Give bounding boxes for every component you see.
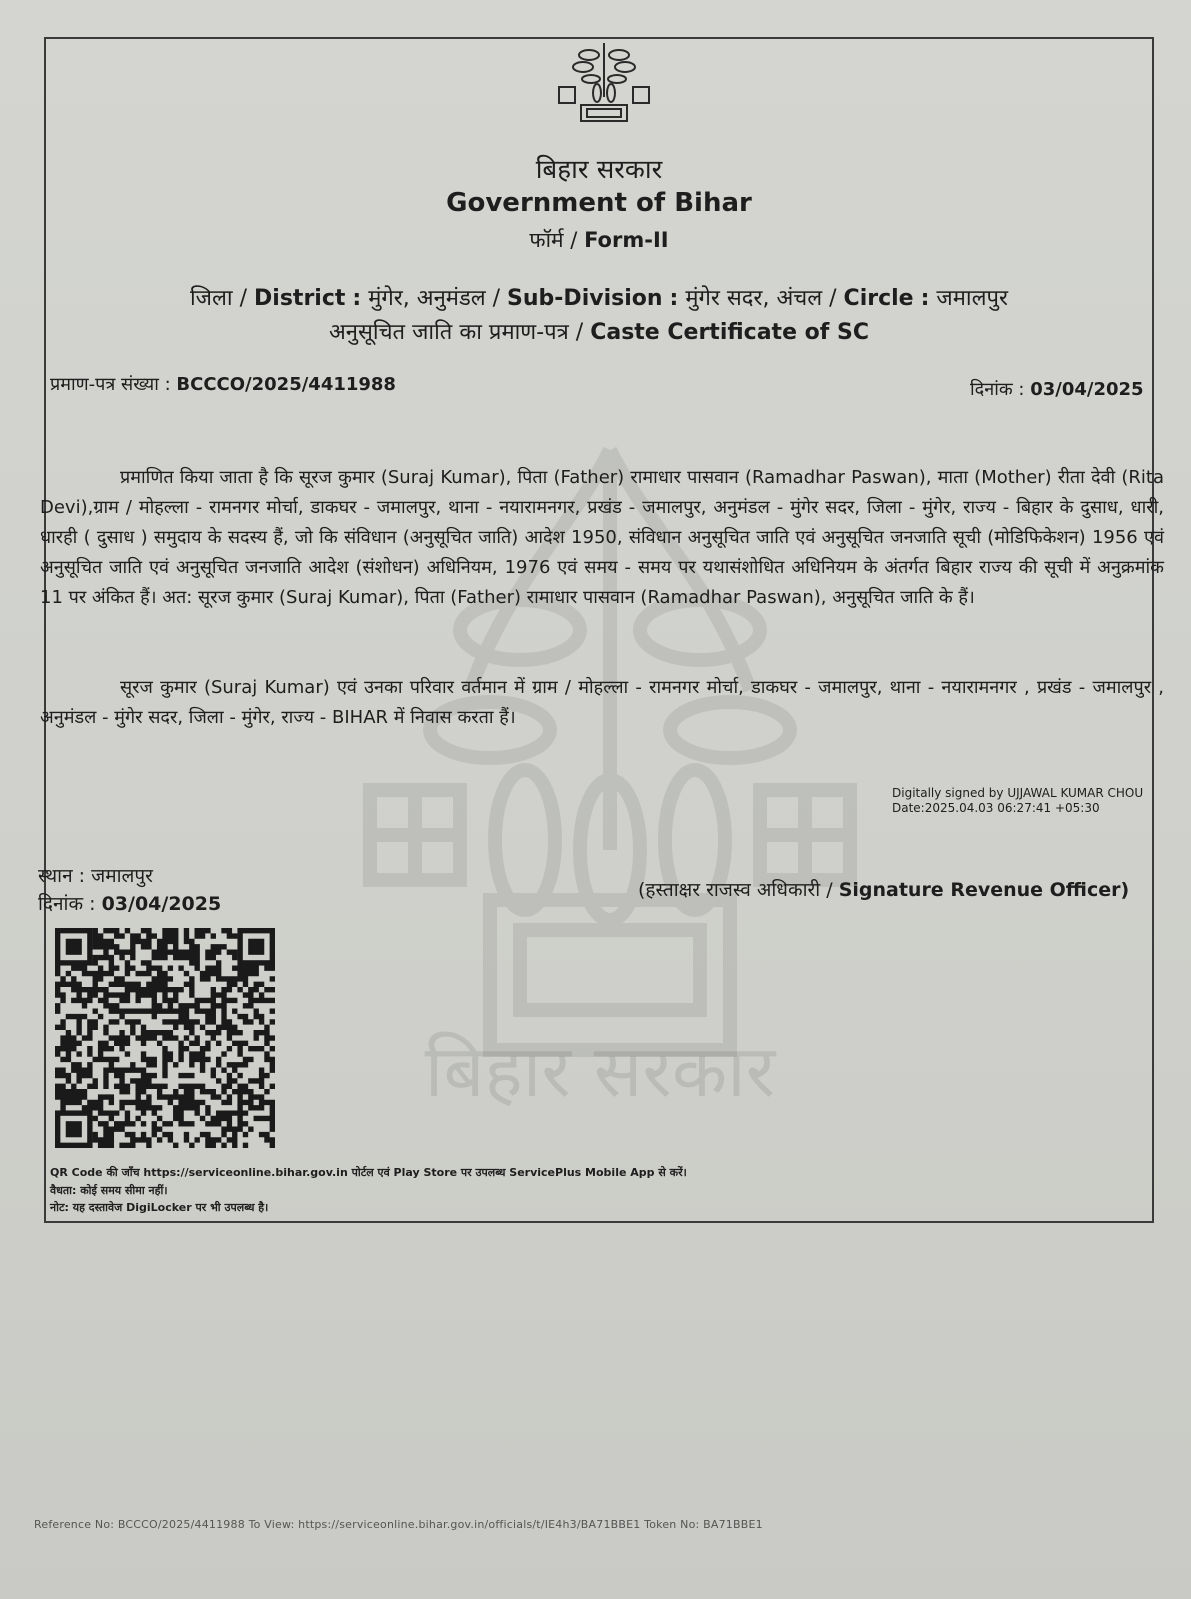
certificate-body — [40, 463, 1164, 613]
place-date — [38, 890, 221, 916]
form-english: Form-II — [584, 228, 669, 252]
district-label-hi: जिला — [189, 286, 233, 311]
circle-label-hi: अंचल — [776, 286, 823, 311]
place-value: जमालपुर — [91, 865, 153, 887]
issue-date — [970, 377, 1144, 401]
watermark-text: बिहार सरकार — [424, 1029, 776, 1113]
bihar-emblem-icon — [557, 37, 651, 125]
place-date-value: 03/04/2025 — [101, 893, 222, 915]
digital-signature-date: Date:2025.04.03 06:27:41 +05:30 — [892, 801, 1100, 815]
district-value: मुंगेर — [368, 286, 403, 311]
subdivision-label-hi: अनुमंडल — [416, 286, 486, 311]
qr-note: QR Code की जाँच https://serviceonline.bihar.gov.in पोर्टल एवं Play Store पर उपलब्ध ServicePlus Mobile App से करें। — [50, 1166, 687, 1179]
cert-no-label: प्रमाण-पत्र संख्या : — [50, 374, 171, 395]
certificate-title-hi: अनुसूचित जाति का प्रमाण-पत्र — [329, 320, 569, 345]
reference-footer: Reference No: BCCCO/2025/4411988 To View: https://serviceonline.bihar.gov.in/officials/t/IE4h3/BA71BBE1 Token No: BA71BBE1 — [34, 1518, 763, 1531]
certificate-number — [50, 372, 396, 396]
certificate-title: अनुसूचित जाति का प्रमाण-पत्र / Caste Certificate of SC — [329, 320, 869, 345]
certificate-title-en: Caste Certificate of SC — [590, 320, 869, 345]
district-label-en: District — [254, 286, 346, 311]
validity-note: वैधता: कोई समय सीमा नहीं। — [50, 1184, 168, 1197]
certificate-paragraph-1: प्रमाणित किया जाता है कि सूरज कुमार (Suraj Kumar), पिता (Father) रामाधार पासवान (Ramadhar Paswan), माता (Mother) रीता देवी (Rita Devi),ग्राम / मोहल्ला - रामनगर मोर्चा, डाकघर - जमालपुर, थाना - नयारामनगर, प्रखंड - जमालपुर, अनुमंडल - मुंगेर सदर, जिला - मुंगेर, राज्य - बिहार के दुसाध, धारी, धारही ( दुसाध ) समुदाय के सदस्य हैं, जो कि संविधान (अनुसूचित जाति) आदेश 1950, संविधान अनुसूचित जाति एवं अनुसूचित जनजाति सूची (मोडिफिकेशन) 1956 एवं अनुसूचित जाति एवं अनुसूचित जनजाति आदेश (संशोधन) अधिनियम, 1976 एवं समय - समय पर यथासंशोधित अधिनियम के अंतर्गत बिहार राज्य की सूची में अनुक्रमांक 11 पर अंकित हैं। अत: सूरज कुमार (Suraj Kumar), पिता (Father) रामाधार पासवान (Ramadhar Paswan), अनुसूचित जाति के हैं। — [40, 467, 1164, 608]
form-label: फॉर्म / Form-II — [529, 228, 669, 252]
place-label: स्थान : — [38, 865, 86, 887]
place-date-label: दिनांक : — [38, 893, 96, 915]
signature-label — [638, 876, 1129, 902]
digital-signature-name: Digitally signed by UJJAWAL KUMAR CHOU — [892, 786, 1144, 800]
signature-label-en: Signature Revenue Officer) — [838, 879, 1130, 901]
place — [38, 862, 153, 888]
certificate-paragraph-2: सूरज कुमार (Suraj Kumar) एवं उनका परिवार वर्तमान में ग्राम / मोहल्ला - रामनगर मोर्चा, डाकघर - जमालपुर, थाना - नयारामनगर , प्रखंड - जमालपुर , अनुमंडल - मुंगेर सदर, जिला - मुंगेर, राज्य - BIHAR में निवास करता हैं। — [40, 677, 1164, 728]
issue-date-value: 03/04/2025 — [1030, 379, 1144, 400]
issue-date-label: दिनांक : — [970, 379, 1025, 400]
cert-no-value: BCCCO/2025/4411988 — [176, 374, 396, 395]
qr-code-icon — [50, 928, 280, 1148]
subdivision-label-en: Sub-Division — [507, 286, 663, 311]
header-hindi-title: बिहार सरकार — [535, 155, 663, 185]
digital-signature — [892, 786, 1143, 816]
circle-value: जमालपुर — [936, 286, 1008, 311]
signature-label-hi: (हस्ताक्षर राजस्व अधिकारी / — [638, 879, 833, 901]
circle-label-en: Circle — [843, 286, 914, 311]
residence-body — [40, 673, 1164, 733]
district-line: जिला / District : मुंगेर, अनुमंडल / Sub-Division : मुंगेर सदर, अंचल / Circle : जमालपुर — [189, 286, 1008, 311]
subdivision-value: मुंगेर सदर — [685, 286, 763, 311]
digilocker-note: नोट: यह दस्तावेज DigiLocker पर भी उपलब्ध है। — [50, 1201, 269, 1214]
form-hindi: फॉर्म — [529, 228, 564, 252]
header-english-title: Government of Bihar — [446, 188, 752, 218]
